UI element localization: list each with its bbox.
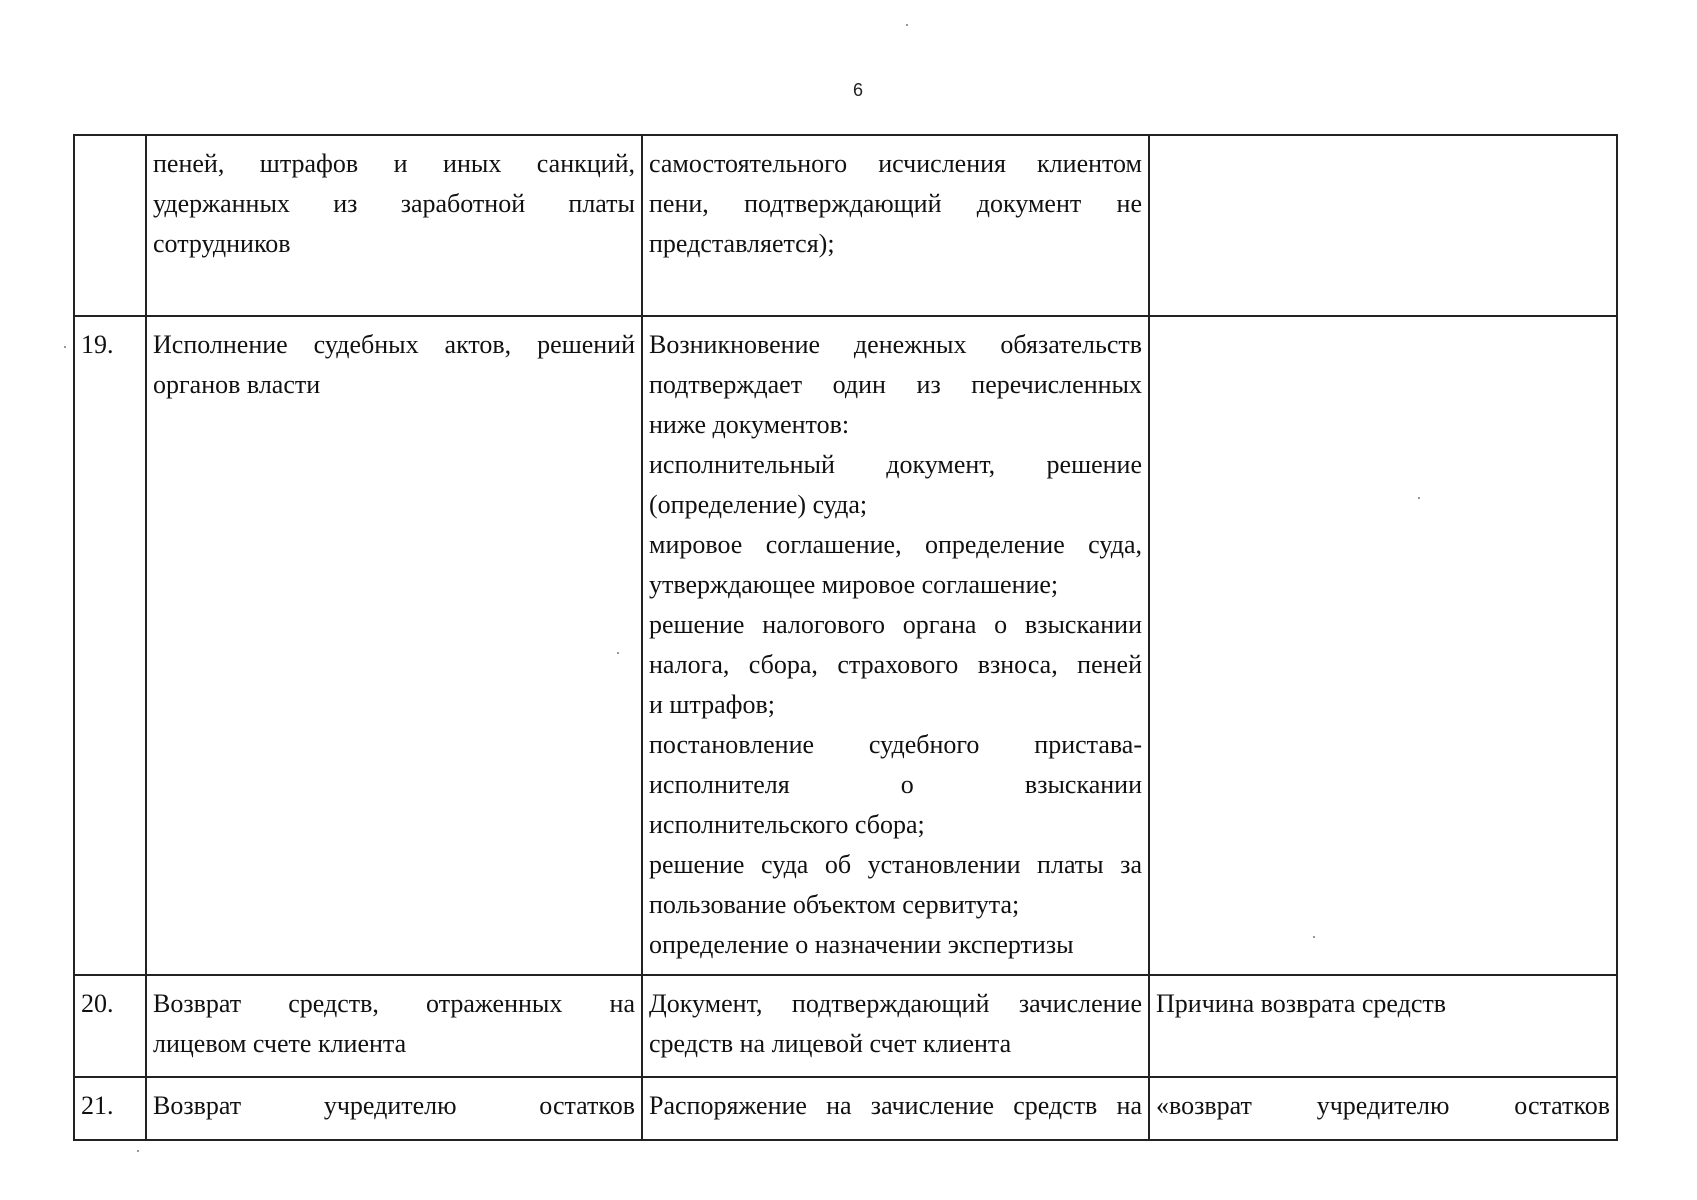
supporting-document-cell	[642, 975, 1149, 1077]
row-number-cell: 20.	[74, 975, 146, 1077]
cell-line: Документ, подтверждающий зачисление	[649, 989, 1142, 1018]
cell-line: мировое соглашение, определение суда,	[649, 530, 1142, 559]
supporting-document-cell	[642, 316, 1149, 975]
payment-type-cell	[146, 975, 642, 1077]
cell-line: подтверждает один из перечисленных	[649, 370, 1142, 399]
cell-line: «возврат учредителю остатков	[1156, 1091, 1610, 1120]
row-number-cell: 19.	[74, 316, 146, 975]
cell-line: постановление судебного пристава-	[649, 730, 1142, 759]
cell-line: органов власти	[153, 370, 321, 399]
table-row	[74, 316, 1617, 975]
cell-line: сотрудников	[153, 229, 291, 258]
cell-line: лицевом счете клиента	[153, 1029, 407, 1058]
payment-type-cell	[146, 316, 642, 975]
document-table	[73, 134, 1618, 1141]
scan-speck	[1313, 936, 1315, 938]
cell-line: Исполнение судебных актов, решений	[153, 330, 635, 359]
cell-line: налога, сбора, страхового взноса, пеней	[649, 650, 1142, 679]
cell-line: ниже документов:	[649, 410, 850, 439]
row-number-cell: 21.	[74, 1077, 146, 1140]
supporting-document-cell	[642, 135, 1149, 316]
payment-type-cell	[146, 135, 642, 316]
cell-line: самостоятельного исчисления клиентом	[649, 149, 1142, 178]
supporting-document-cell	[642, 1077, 1149, 1140]
cell-line: утверждающее мировое соглашение;	[649, 570, 1059, 599]
cell-line: исполнительского сбора;	[649, 810, 925, 839]
table-row	[74, 1077, 1617, 1140]
page-number: 6	[852, 80, 863, 100]
cell-line: решение суда об установлении платы за	[649, 850, 1142, 879]
table-row	[74, 135, 1617, 316]
cell-line: и штрафов;	[649, 690, 776, 719]
cell-line: исполнительный документ, решение	[649, 450, 1142, 479]
note-cell: Причина возврата средств	[1149, 975, 1617, 1077]
note-cell	[1149, 135, 1617, 316]
cell-line: средств на лицевой счет клиента	[649, 1029, 1012, 1058]
cell-line: исполнителя о взыскании	[649, 770, 1142, 799]
cell-line: Возврат учредителю остатков	[153, 1091, 635, 1120]
cell-line: определение о назначении экспертизы	[649, 930, 1074, 959]
cell-line: пени, подтверждающий документ не	[649, 189, 1142, 218]
scan-speck	[1418, 497, 1420, 499]
scan-speck	[617, 652, 619, 654]
cell-line: Распоряжение на зачисление средств на	[649, 1091, 1142, 1120]
cell-line: решение налогового органа о взыскании	[649, 610, 1142, 639]
scan-speck	[64, 346, 66, 348]
payment-type-cell	[146, 1077, 642, 1140]
note-cell	[1149, 316, 1617, 975]
cell-line: пользование объектом сервитута;	[649, 890, 1020, 919]
table-row	[74, 975, 1617, 1077]
scan-speck	[906, 24, 908, 26]
scan-speck	[137, 1150, 139, 1152]
cell-line: удержанных из заработной платы	[153, 189, 635, 218]
cell-line: Возникновение денежных обязательств	[649, 330, 1142, 359]
row-number-cell	[74, 135, 146, 316]
note-cell	[1149, 1077, 1617, 1140]
cell-line: (определение) суда;	[649, 490, 868, 519]
cell-line: представляется);	[649, 229, 835, 258]
cell-line: Возврат средств, отраженных на	[153, 989, 635, 1018]
cell-line: пеней, штрафов и иных санкций,	[153, 149, 635, 178]
